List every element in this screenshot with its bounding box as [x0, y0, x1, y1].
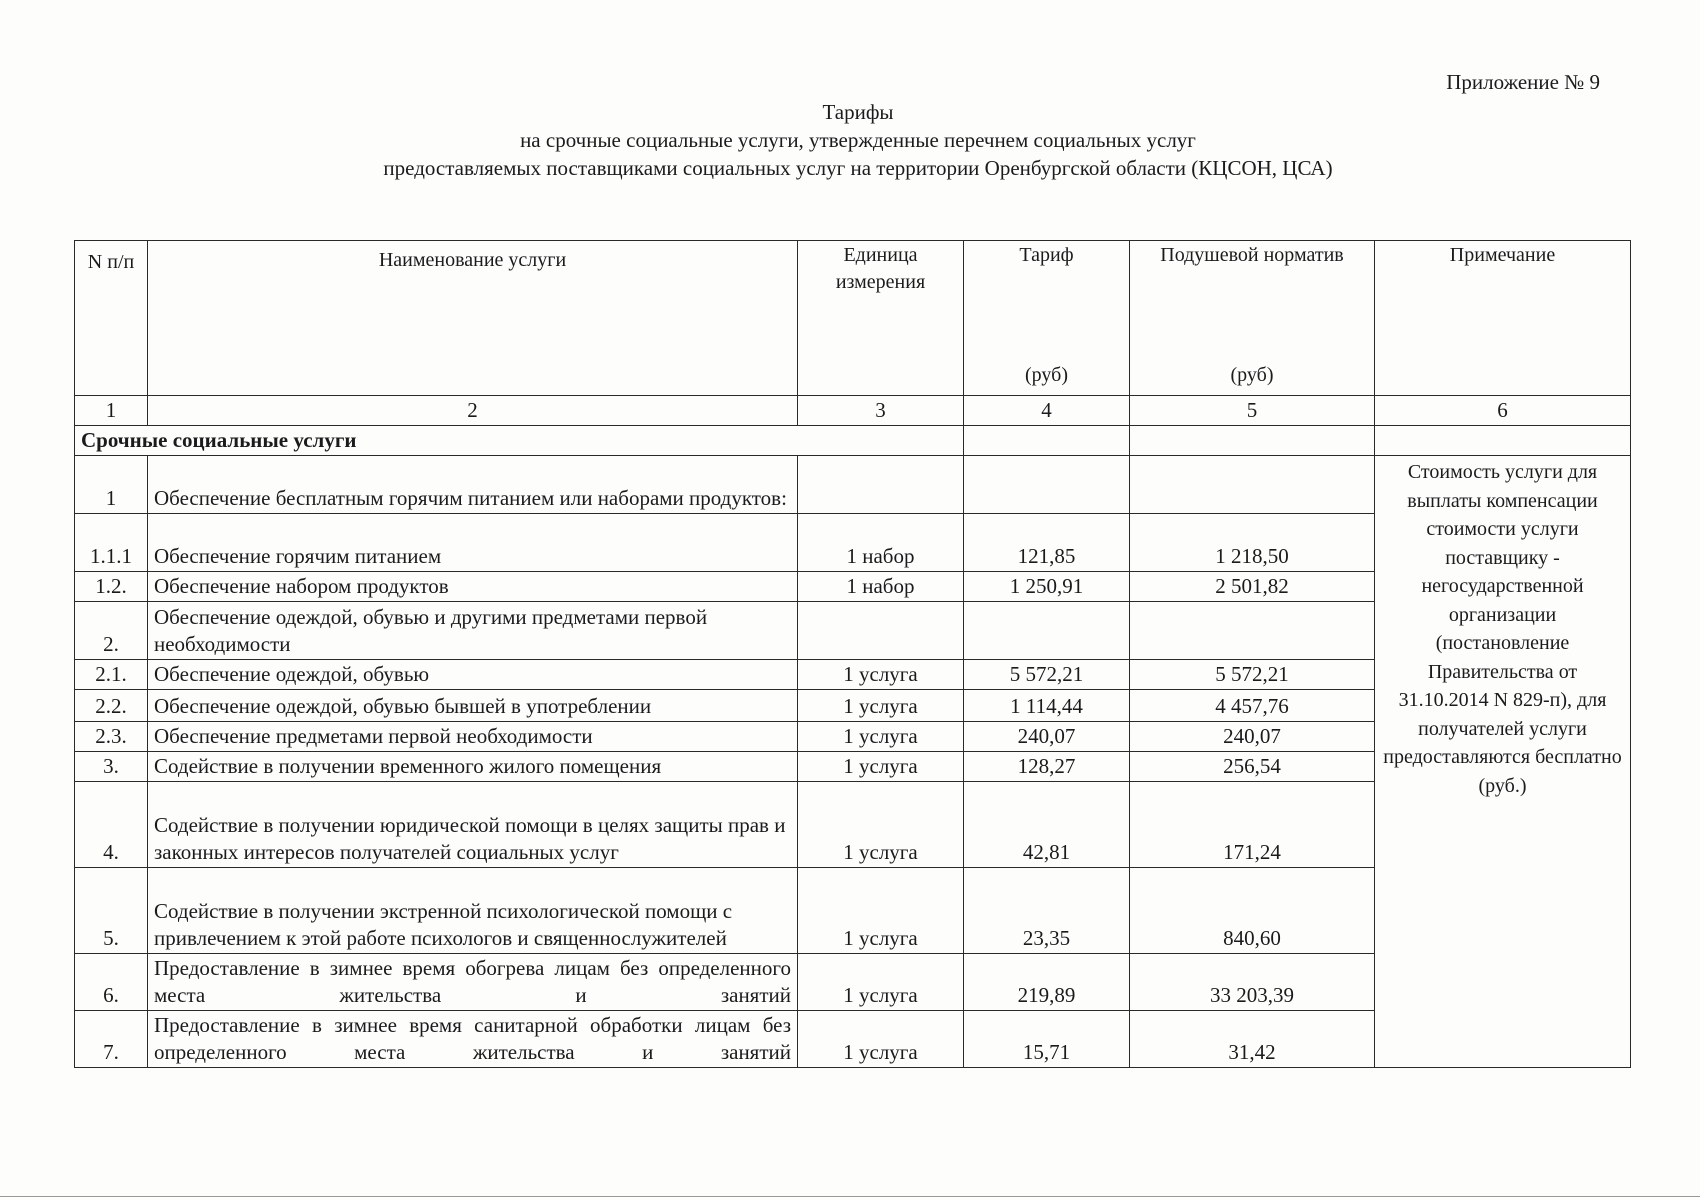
service-unit: 1 услуга: [798, 722, 964, 752]
service-norm: 840,60: [1130, 868, 1375, 954]
service-norm: [1130, 602, 1375, 660]
empty-cell: [1130, 426, 1375, 456]
service-norm: 31,42: [1130, 1011, 1375, 1068]
header-norm-unit: (руб): [1230, 364, 1274, 386]
header-note: Примечание: [1375, 241, 1631, 396]
column-number: 5: [1130, 396, 1375, 426]
row-number: 1.2.: [75, 572, 148, 602]
service-unit: [798, 456, 964, 514]
tariffs-table: [74, 240, 1631, 1068]
header-tariff-label: Тариф: [1019, 244, 1074, 266]
title-line-2: на срочные социальные услуги, утвержденные перечнем социальных услуг: [520, 128, 1196, 152]
section-row: [75, 426, 1631, 456]
service-name: Содействие в получении экстренной психологической помощи с привлечением к этой работе психологов и священнослужителей: [148, 868, 798, 954]
header-num: N п/п: [75, 241, 148, 396]
row-number: 2.1.: [75, 660, 148, 690]
header-unit: Единица измерения: [798, 241, 964, 396]
row-number: 4.: [75, 782, 148, 868]
service-name: Обеспечение горячим питанием: [148, 514, 798, 572]
row-number: 2.: [75, 602, 148, 660]
title-line-3: предоставляемых поставщиками социальных услуг на территории Оренбургской области (КЦСОН, ЦСА): [383, 156, 1333, 180]
row-number: 6.: [75, 954, 148, 1011]
header-tariff: [964, 241, 1130, 396]
row-number: 1.1.1: [75, 514, 148, 572]
header-norm-label: Подушевой норматив: [1160, 244, 1344, 266]
service-name: Предоставление в зимнее время обогрева лицам без определенного места жительства и занятий: [148, 954, 798, 1011]
service-tariff: 15,71: [964, 1011, 1130, 1068]
row-number: 2.2.: [75, 690, 148, 722]
column-number: 1: [75, 396, 148, 426]
row-number: 7.: [75, 1011, 148, 1068]
service-tariff: 23,35: [964, 868, 1130, 954]
appendix-label: Приложение № 9: [1446, 70, 1600, 94]
service-norm: 240,07: [1130, 722, 1375, 752]
service-name: Обеспечение одеждой, обувью: [148, 660, 798, 690]
service-name: Обеспечение бесплатным горячим питанием или наборами продуктов:: [148, 456, 798, 514]
service-norm: 2 501,82: [1130, 572, 1375, 602]
service-unit: 1 услуга: [798, 660, 964, 690]
service-unit: 1 услуга: [798, 1011, 964, 1068]
column-number: 3: [798, 396, 964, 426]
service-unit: 1 набор: [798, 572, 964, 602]
service-tariff: 240,07: [964, 722, 1130, 752]
service-name: Предоставление в зимнее время санитарной обработки лицам без определенного места жительства и занятий: [148, 1011, 798, 1068]
service-tariff: 219,89: [964, 954, 1130, 1011]
service-norm: 33 203,39: [1130, 954, 1375, 1011]
title-line-1: Тарифы: [822, 100, 894, 124]
service-unit: 1 услуга: [798, 868, 964, 954]
page-edge-line: [0, 1196, 1700, 1197]
row-number: 2.3.: [75, 722, 148, 752]
column-number: 6: [1375, 396, 1631, 426]
service-norm: 256,54: [1130, 752, 1375, 782]
service-tariff: 1 114,44: [964, 690, 1130, 722]
service-name: Обеспечение одеждой, обувью и другими предметами первой необходимости: [148, 602, 798, 660]
service-name: Содействие в получении юридической помощи в целях защиты прав и законных интересов получателей социальных услуг: [148, 782, 798, 868]
section-title: Срочные социальные услуги: [75, 426, 964, 456]
service-tariff: 121,85: [964, 514, 1130, 572]
empty-cell: [1375, 426, 1631, 456]
service-unit: [798, 602, 964, 660]
service-norm: 171,24: [1130, 782, 1375, 868]
service-tariff: [964, 456, 1130, 514]
service-norm: 5 572,21: [1130, 660, 1375, 690]
empty-cell: [964, 426, 1130, 456]
column-numbers-row: [75, 396, 1631, 426]
row-number: 3.: [75, 752, 148, 782]
service-unit: 1 услуга: [798, 954, 964, 1011]
header-row: [75, 241, 1631, 396]
document-title: [0, 98, 1700, 182]
service-unit: 1 услуга: [798, 782, 964, 868]
header-name: Наименование услуги: [148, 241, 798, 396]
service-tariff: 5 572,21: [964, 660, 1130, 690]
service-norm: 4 457,76: [1130, 690, 1375, 722]
service-unit: 1 услуга: [798, 752, 964, 782]
service-tariff: 42,81: [964, 782, 1130, 868]
column-number: 4: [964, 396, 1130, 426]
service-norm: 1 218,50: [1130, 514, 1375, 572]
service-tariff: [964, 602, 1130, 660]
service-name: Обеспечение одеждой, обувью бывшей в употреблении: [148, 690, 798, 722]
service-unit: 1 набор: [798, 514, 964, 572]
row-number: 1: [75, 456, 148, 514]
service-tariff: 128,27: [964, 752, 1130, 782]
service-tariff: 1 250,91: [964, 572, 1130, 602]
row-number: 5.: [75, 868, 148, 954]
service-name: Содействие в получении временного жилого помещения: [148, 752, 798, 782]
service-name: Обеспечение набором продуктов: [148, 572, 798, 602]
service-name: Обеспечение предметами первой необходимости: [148, 722, 798, 752]
table-row: [75, 456, 1631, 514]
header-norm: [1130, 241, 1375, 396]
service-unit: 1 услуга: [798, 690, 964, 722]
service-norm: [1130, 456, 1375, 514]
note-cell: Стоимость услуги для выплаты компенсации стоимости услуги поставщику - негосударственной организации (постановление Правительства от 31.10.2014 N 829-п), для получателей услуги предоставляются бесплатно (руб.): [1375, 456, 1631, 1068]
header-tariff-unit: (руб): [1025, 364, 1068, 386]
column-number: 2: [148, 396, 798, 426]
